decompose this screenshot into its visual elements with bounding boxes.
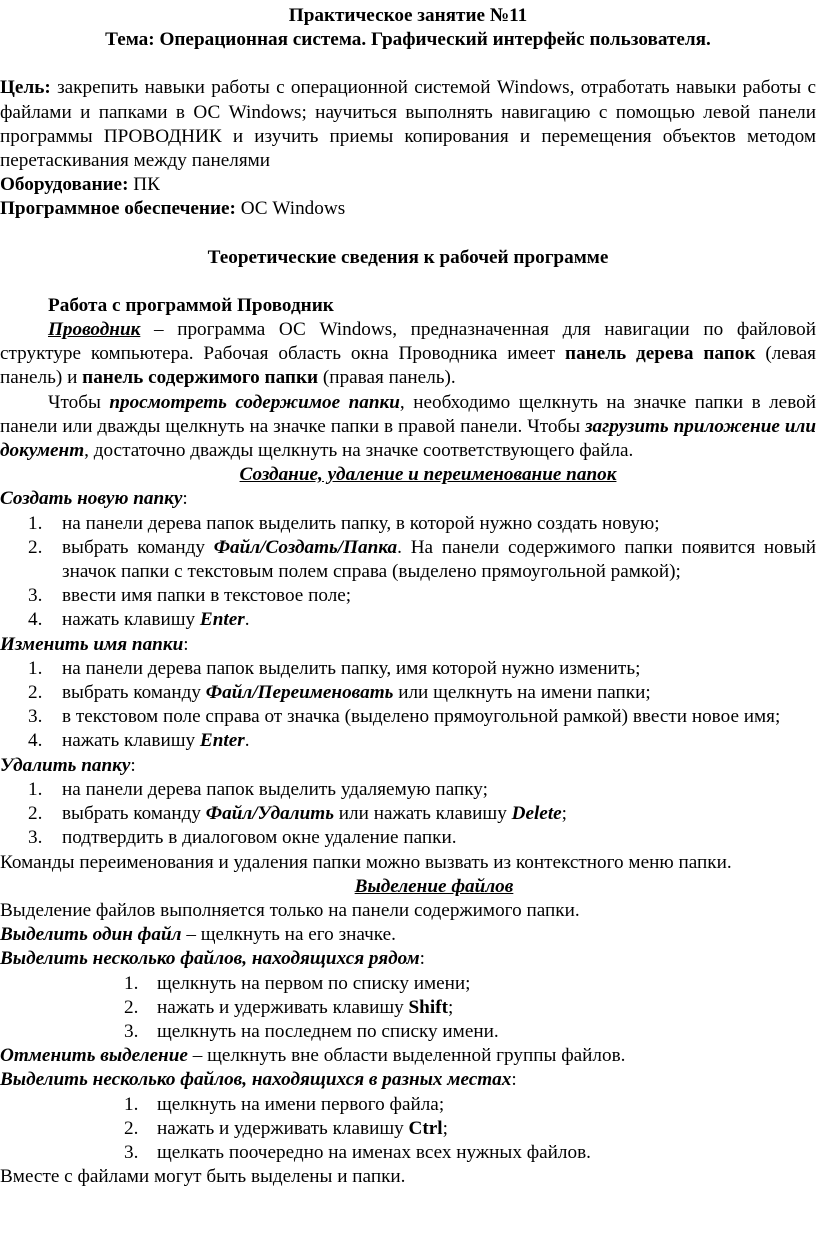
final-note: Вместе с файлами могут быть выделены и папки. [0,1166,406,1188]
text-run: нажать и удерживать клавишу [157,1117,409,1139]
list-number: 2. [28,536,43,558]
rename-folder-steps [0,657,816,754]
text-run: Чтобы [48,391,110,413]
select-one-label: Выделить один файл [0,924,182,946]
list-number: 3. [124,1141,139,1163]
command-term: Файл/Переименовать [205,682,394,704]
text-run: ; [561,803,568,825]
list-number: 2. [28,803,43,825]
list-item [0,657,816,681]
select-one-line [0,923,816,947]
text-run: на панели дерева папок выделить папку, имя которой нужно изменить; [62,657,641,679]
text-run: щелкнуть на первом по списку имени; [157,972,471,994]
text-run: на панели дерева папок выделить удаляемую папку; [62,778,488,800]
select-scattered-steps [0,1093,816,1166]
list-item [0,1117,816,1141]
text-run: или нажать клавишу [333,803,512,825]
text-run: нажать и удерживать клавишу [157,996,409,1018]
list-number: 2. [124,996,139,1018]
list-item [0,536,816,584]
text-run: , необходимо щелкнуть на значке папки в левой панели или дважды щелкнуть на значке папки в правой панели. Чтобы [0,391,816,437]
list-number: 1. [124,972,139,994]
explorer-paragraph-2 [0,391,816,464]
text-run: (правая панель). [318,367,456,389]
text-run: щелкнуть на последнем по списку имени. [157,1020,499,1042]
list-item [0,826,816,850]
text-run: : [419,948,425,970]
files-section-heading: Выделение файлов [354,875,514,897]
list-number: 1. [28,657,43,679]
text-run: : [130,754,136,776]
folders-section-heading: Создание, удаление и переименование папок [239,464,617,486]
deselect-label: Отменить выделение [0,1045,188,1067]
equipment-line [0,173,816,197]
text-run: – щелкнуть на его значке. [181,924,396,946]
list-item [0,1020,816,1044]
list-item [0,1093,816,1117]
text-run: выбрать команду [62,803,206,825]
rename-folder-label: Изменить имя папки [0,633,184,655]
goal-label: Цель: [0,77,51,99]
select-adjacent-heading [0,947,816,971]
list-number: 2. [28,682,43,704]
list-number: 3. [28,827,43,849]
content-panel-term: панель содержимого папки [82,367,319,389]
text-run: : [511,1069,517,1091]
list-item [0,996,816,1020]
text-run: выбрать команду [62,536,214,558]
text-run: щелкнуть на имени первого файла; [157,1093,445,1115]
goal-paragraph [0,76,816,173]
text-run: выбрать команду [62,682,206,704]
text-run: (левая панель) и [0,343,816,389]
equipment-label: Оборудование: [0,174,129,196]
context-menu-note: Команды переименования и удаления папки можно вызвать из контекстного меню папки. [0,851,732,873]
spacer [0,270,816,294]
list-item [0,512,816,536]
lesson-title: Практическое занятие №11 [288,5,528,26]
list-number: 1. [124,1093,139,1115]
text-run: : [182,488,188,510]
list-number: 2. [124,1117,139,1139]
text-run: – щелкнуть вне области выделенной группы файлов. [187,1045,626,1067]
text-run: : [183,633,189,655]
text-run: . [244,730,250,752]
text-run: в текстовом поле справа от значка (выделено прямоугольной рамкой) ввести новое имя; [62,706,781,728]
software-line [0,197,816,221]
list-item [0,729,816,753]
text-run: ввести имя папки в текстовое поле; [62,585,352,607]
rename-folder-heading [0,633,816,657]
select-scattered-heading [0,1068,816,1092]
list-number: 3. [28,706,43,728]
list-item [0,681,816,705]
spacer [0,52,816,76]
text-run: – программа ОС Windows, предназначенная для навигации по файловой структуре компьютера. Рабочая область окна Проводника имеет [0,319,816,365]
select-adjacent-label: Выделить несколько файлов, находящихся рядом [0,948,420,970]
list-item [0,608,816,632]
list-number: 4. [28,730,43,752]
text-run: подтвердить в диалоговом окне удаление папки. [62,827,457,849]
delete-folder-steps [0,778,816,851]
equipment-text: ПК [128,174,160,196]
text-run: нажать клавишу [62,730,200,752]
text-run: щелкать поочередно на именах всех нужных файлов. [157,1141,591,1163]
goal-text: закрепить навыки работы с операционной системой Windows, отработать навыки работы с файлами и папками в ОС Windows; научиться выполнять навигацию с помощью левой панели программы ПРОВОДНИК и изучить приемы копирования и перемещения объектов методом перетаскивания между панелями [0,77,816,172]
key-term: Ctrl [408,1117,443,1139]
deselect-line [0,1044,816,1068]
key-term: Shift [408,996,448,1018]
list-number: 3. [28,585,43,607]
list-number: 3. [124,1020,139,1042]
key-term: Enter [199,730,245,752]
text-run: ; [442,1117,448,1139]
software-label: Программное обеспечение: [0,198,236,220]
text-run: , достаточно дважды щелкнуть на значке соответствующего файла. [84,440,634,462]
explorer-heading: Работа с программой Проводник [48,294,334,316]
key-term: Enter [199,609,245,631]
select-adjacent-steps [0,972,816,1045]
text-run: . На панели содержимого папки появится новый значок папки с текстовым полем справа (выделено прямоугольной рамкой); [62,536,816,583]
create-folder-steps [0,512,816,633]
list-number: 1. [28,778,43,800]
explorer-term: Проводник [48,319,141,341]
key-term: Delete [511,803,562,825]
list-item [0,778,816,802]
list-item [0,802,816,826]
command-term: Файл/Создать/Папка [213,536,398,558]
explorer-paragraph-1 [0,318,816,391]
spacer [0,222,816,246]
text-run: нажать клавишу [62,609,200,631]
view-folder-term: просмотреть содержимое папки [109,391,400,413]
text-run: ; [447,996,454,1018]
delete-folder-label: Удалить папку [0,754,131,776]
list-item [0,1141,816,1165]
software-text: ОС Windows [235,198,346,220]
create-folder-label: Создать новую папку [0,488,183,510]
files-intro: Выделение файлов выполняется только на панели содержимого папки. [0,899,580,921]
list-item [0,584,816,608]
list-item [0,972,816,996]
theory-heading: Теоретические сведения к рабочей программе [207,246,609,268]
list-item [0,705,816,729]
text-run: . [244,609,250,631]
command-term: Файл/Удалить [205,803,334,825]
load-app-term: загрузить приложение или документ [0,415,816,462]
list-number: 1. [28,512,43,534]
text-run: или щелкнуть на имени папки; [393,682,651,704]
lesson-topic: Тема: Операционная система. Графический интерфейс пользователя. [105,29,711,51]
tree-panel-term: панель дерева папок [565,343,756,365]
select-scattered-label: Выделить несколько файлов, находящихся в разных местах [0,1069,512,1091]
delete-folder-heading [0,754,816,778]
create-folder-heading [0,487,816,511]
list-number: 4. [28,609,43,631]
text-run: на панели дерева папок выделить папку, в которой нужно создать новую; [62,512,660,534]
